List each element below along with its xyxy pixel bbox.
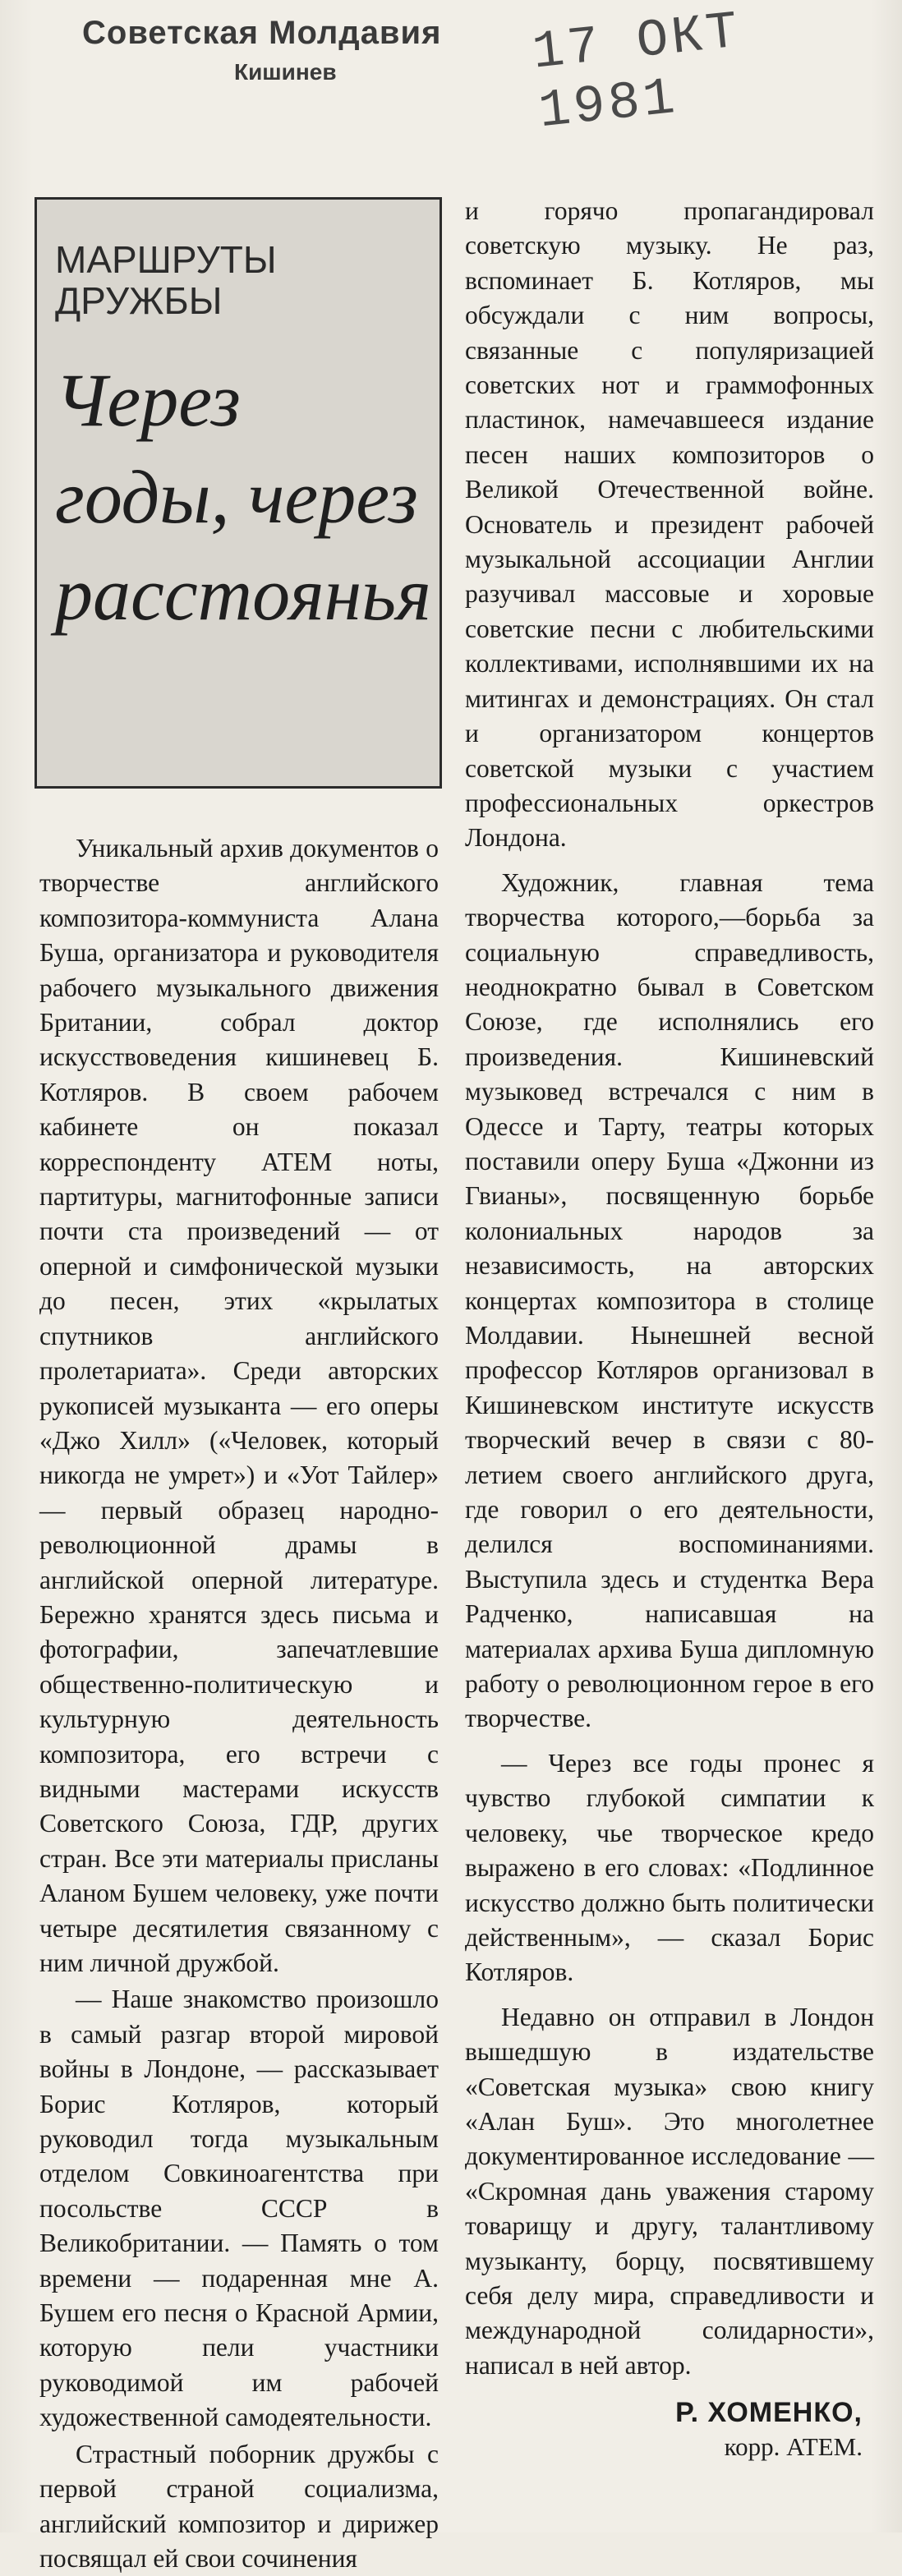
article-clipping bbox=[21, 148, 884, 2573]
paragraph: — Через все годы пронес я чувство глубокой симпатии к человеку, чье творческое кредо выражено в его словах: «Подлинное искусство должно быть политически действенным», — сказал Борис Котляров. bbox=[465, 1748, 874, 1987]
date-stamp: 17 ОКТ 1981 bbox=[530, 2, 744, 143]
headline-box bbox=[35, 197, 442, 789]
paragraph: Страстный поборник дружбы с первой страной социализма, английский композитор и дирижер посвящал ей свои сочинения bbox=[39, 2439, 439, 2573]
headline: Через годы, через расстоянья bbox=[55, 358, 431, 636]
author-role: корр. АТЕМ. bbox=[724, 2432, 863, 2461]
paragraph: и горячо пропагандировал советскую музыку. Не раз, вспоминает Б. Котляров, мы обсуждали с ним вопросы, связанные с популяризацией советских нот и граммофонных пластинок, намечавшееся издание песен наших композиторов о Великой Отечественной войне. Основатель и президент рабочей музыкальной ассоциации Англии разучивал массовые и хоровые советские песни с любительскими коллективами, исполнявшими их на митингах и демонстрациях. Он стал и организатором концертов советской музыки с участием профессиональных оркестров Лондона. bbox=[465, 196, 874, 853]
author-name: Р. ХОМЕНКО, bbox=[675, 2397, 863, 2428]
article-column-left bbox=[39, 831, 439, 2576]
paragraph: — Наше знакомство произошло в самый разгар второй мировой войны в Лондоне, — рассказывает Борис Котляров, который руководил тогда музыкальным отделом Совкиноагентства при посольстве СССР в Великобритании. — Память о том времени — подаренная мне А. Бушем его песня о Красной Армии, которую пели участники руководимой им рабочей художественной самодеятельности. bbox=[39, 1985, 439, 2432]
paragraph: Недавно он отправил в Лондон вышедшую в издательстве «Советская музыка» свою книгу «Алан Буш». Это многолетнее документированное исследование — «Скромная дань уважения старому товарищу и другу, талантливому музыканту, борцу, посвятившему себя делу мира, справедливости и международной солидарности», написал в ней автор. bbox=[465, 2002, 874, 2380]
paragraph: Художник, главная тема творчества которого,—борьба за социальную справедливость, неоднократно бывал в Советском Союзе, где исполнялись его произведения. Кишиневский музыковед встречался с ним в Одессе и Тарту, театры которых поставили оперу Буша «Джонни из Гвианы», посвященную борьбе колониальных народов за независимость, на авторских концертах композитора в столице Молдавии. Нынешней весной профессор Котляров организовал в Кишиневском институте искусств творческий вечер в связи с 80-летием своего английского друга, где говорил о его деятельности, делился воспоминаниями. Выступила здесь и студентка Вера Радченко, написавшая на материалах архива Буша дипломную работу о революционном герое в его творчестве. bbox=[465, 867, 874, 1733]
rubric: МАРШРУТЫ ДРУЖБЫ bbox=[55, 238, 277, 322]
author-signature bbox=[675, 2397, 863, 2462]
newspaper-name: Советская Молдавия bbox=[82, 15, 442, 51]
paragraph: Уникальный архив документов о творчестве английского композитора-коммуниста Алана Буша, организатора и руководителя рабочего музыкального движения Британии, собрал доктор искусствоведения кишиневец Б. Котляров. В своем рабочем кабинете он показал корреспонденту АТЕМ ноты, партитуры, магнитофонные записи почти ста произведений — от оперной и симфонической музыки до песен, этих «крылатых спутников английского пролетариата». Среди авторских рукописей музыканта — его оперы «Джо Хилл» («Человек, который никогда не умрет») и «Уот Тайлер» — первый образец народно-революционной драмы в английской оперной литературе. Бережно хранятся здесь письма и фотографии, запечатлевшие общественно-политическую и культурную деятельность композитора, его встречи с видными мастерами искусств Советского Союза, ГДР, других стран. Все эти материалы присланы Аланом Бушем человеку, уже почти четыре десятилетия связанному с ним личной дружбой. bbox=[39, 834, 439, 1977]
newspaper-city: Кишинев bbox=[234, 59, 337, 85]
article-column-right bbox=[465, 194, 874, 2383]
